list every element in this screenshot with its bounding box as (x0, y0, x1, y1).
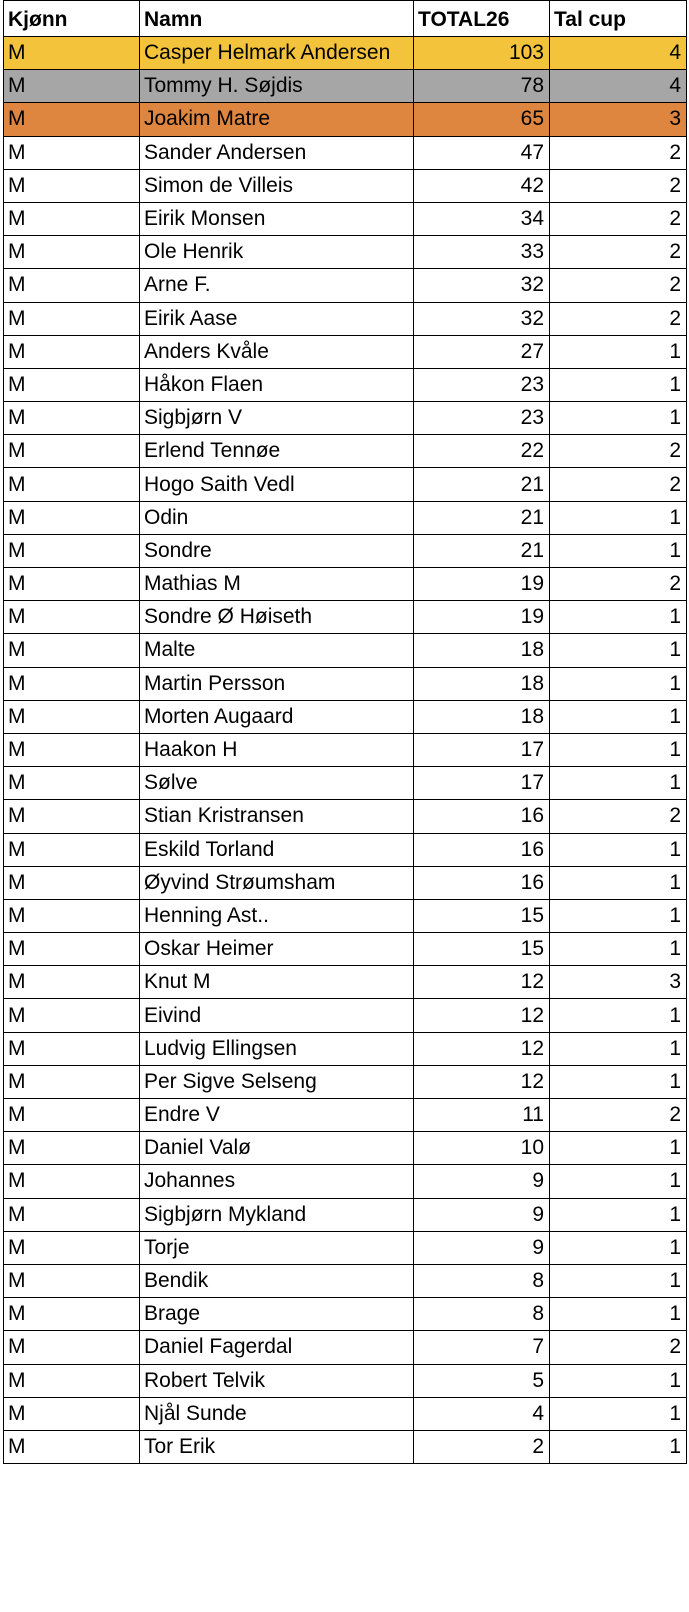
cell-total26[interactable]: 8 (414, 1298, 550, 1331)
cell-total26[interactable]: 12 (414, 1032, 550, 1065)
cell-total26[interactable]: 9 (414, 1165, 550, 1198)
cell-namn[interactable]: Arne F. (140, 269, 414, 302)
cell-kjonn[interactable]: M (4, 1231, 140, 1264)
table-row (4, 1165, 687, 1198)
cell-kjonn[interactable]: M (4, 302, 140, 335)
cell-kjonn[interactable]: M (4, 933, 140, 966)
cell-total26[interactable]: 19 (414, 568, 550, 601)
cell-kjonn[interactable]: M (4, 136, 140, 169)
table-row (4, 302, 687, 335)
table-row (4, 1331, 687, 1364)
cell-kjonn[interactable]: M (4, 169, 140, 202)
cell-tal-cup[interactable]: 1 (550, 1032, 687, 1065)
cell-total26[interactable]: 27 (414, 335, 550, 368)
cell-namn[interactable]: Sigbjørn V (140, 402, 414, 435)
cell-tal-cup[interactable]: 3 (550, 966, 687, 999)
cell-total26[interactable]: 21 (414, 534, 550, 567)
cell-namn[interactable]: Per Sigve Selseng (140, 1065, 414, 1098)
cell-total26[interactable]: 103 (414, 37, 550, 70)
cell-kjonn[interactable]: M (4, 1364, 140, 1397)
cell-kjonn[interactable]: M (4, 1032, 140, 1065)
cell-kjonn[interactable]: M (4, 236, 140, 269)
cell-kjonn[interactable]: M (4, 1099, 140, 1132)
cell-kjonn[interactable]: M (4, 1065, 140, 1098)
table-row (4, 1065, 687, 1098)
cell-total26[interactable]: 23 (414, 368, 550, 401)
cell-total26[interactable]: 42 (414, 169, 550, 202)
cell-kjonn[interactable]: M (4, 800, 140, 833)
cell-namn[interactable]: Ludvig Ellingsen (140, 1032, 414, 1065)
cell-tal-cup[interactable]: 1 (550, 767, 687, 800)
cell-total26[interactable]: 19 (414, 601, 550, 634)
cell-total26[interactable]: 18 (414, 700, 550, 733)
table-row (4, 534, 687, 567)
table-row (4, 767, 687, 800)
table-row (4, 1430, 687, 1463)
table-row (4, 933, 687, 966)
cell-tal-cup[interactable]: 1 (550, 402, 687, 435)
table-row (4, 435, 687, 468)
cell-total26[interactable]: 34 (414, 202, 550, 235)
cell-kjonn[interactable]: M (4, 1264, 140, 1297)
table-row (4, 37, 687, 70)
table-row (4, 1132, 687, 1165)
cell-kjonn[interactable]: M (4, 70, 140, 103)
cell-tal-cup[interactable]: 2 (550, 136, 687, 169)
cell-namn[interactable]: Sølve (140, 767, 414, 800)
cell-tal-cup[interactable]: 4 (550, 70, 687, 103)
table-row (4, 468, 687, 501)
table-row (4, 866, 687, 899)
cell-namn[interactable]: Johannes (140, 1165, 414, 1198)
cell-kjonn[interactable]: M (4, 1430, 140, 1463)
cell-namn[interactable]: Sondre Ø Høiseth (140, 601, 414, 634)
table-row (4, 899, 687, 932)
cell-total26[interactable]: 18 (414, 634, 550, 667)
cell-tal-cup[interactable]: 2 (550, 568, 687, 601)
cell-tal-cup[interactable]: 1 (550, 1430, 687, 1463)
table-row (4, 236, 687, 269)
cell-total26[interactable]: 21 (414, 501, 550, 534)
cell-namn[interactable]: Tommy H. Søjdis (140, 70, 414, 103)
cell-namn[interactable]: Endre V (140, 1099, 414, 1132)
cell-tal-cup[interactable]: 1 (550, 1198, 687, 1231)
table-row (4, 800, 687, 833)
cell-namn[interactable]: Anders Kvåle (140, 335, 414, 368)
cell-namn[interactable]: Daniel Valø (140, 1132, 414, 1165)
table-row (4, 568, 687, 601)
cell-kjonn[interactable]: M (4, 37, 140, 70)
cell-namn[interactable]: Simon de Villeis (140, 169, 414, 202)
cell-namn[interactable]: Robert Telvik (140, 1364, 414, 1397)
cell-namn[interactable]: Njål Sunde (140, 1397, 414, 1430)
cell-namn[interactable]: Erlend Tennøe (140, 435, 414, 468)
cell-total26[interactable]: 7 (414, 1331, 550, 1364)
cell-tal-cup[interactable]: 2 (550, 468, 687, 501)
cell-tal-cup[interactable]: 1 (550, 1132, 687, 1165)
cell-namn[interactable]: Sander Andersen (140, 136, 414, 169)
cell-total26[interactable]: 21 (414, 468, 550, 501)
cell-tal-cup[interactable]: 1 (550, 1264, 687, 1297)
cell-tal-cup[interactable]: 2 (550, 269, 687, 302)
cell-kjonn[interactable]: M (4, 269, 140, 302)
cell-tal-cup[interactable]: 3 (550, 103, 687, 136)
cell-tal-cup[interactable]: 1 (550, 1397, 687, 1430)
cell-namn[interactable]: Stian Kristransen (140, 800, 414, 833)
cell-tal-cup[interactable]: 1 (550, 1231, 687, 1264)
cell-kjonn[interactable]: M (4, 1198, 140, 1231)
cell-namn[interactable]: Odin (140, 501, 414, 534)
cell-tal-cup[interactable]: 1 (550, 634, 687, 667)
cell-kjonn[interactable]: M (4, 1132, 140, 1165)
cell-kjonn[interactable]: M (4, 103, 140, 136)
cell-namn[interactable]: Morten Augaard (140, 700, 414, 733)
table-row (4, 402, 687, 435)
table-row (4, 700, 687, 733)
cell-total26[interactable]: 16 (414, 833, 550, 866)
cell-kjonn[interactable]: M (4, 866, 140, 899)
cell-total26[interactable]: 8 (414, 1264, 550, 1297)
cell-tal-cup[interactable]: 2 (550, 435, 687, 468)
cell-total26[interactable]: 15 (414, 899, 550, 932)
table-row (4, 1231, 687, 1264)
cell-kjonn[interactable]: M (4, 1165, 140, 1198)
table-row (4, 1099, 687, 1132)
cell-kjonn[interactable]: M (4, 435, 140, 468)
cell-kjonn[interactable]: M (4, 501, 140, 534)
cell-tal-cup[interactable]: 2 (550, 302, 687, 335)
cell-kjonn[interactable]: M (4, 833, 140, 866)
table-row (4, 601, 687, 634)
cell-namn[interactable]: Mathias M (140, 568, 414, 601)
cell-total26[interactable]: 17 (414, 733, 550, 766)
cell-total26[interactable]: 16 (414, 866, 550, 899)
cell-total26[interactable]: 78 (414, 70, 550, 103)
table-row (4, 136, 687, 169)
cell-total26[interactable]: 12 (414, 999, 550, 1032)
cell-tal-cup[interactable]: 1 (550, 368, 687, 401)
cell-namn[interactable]: Øyvind Strøumsham (140, 866, 414, 899)
cell-kjonn[interactable]: M (4, 767, 140, 800)
header-kjonn[interactable]: Kjønn (4, 1, 140, 37)
cell-namn[interactable]: Oskar Heimer (140, 933, 414, 966)
table-row (4, 667, 687, 700)
table-row (4, 1198, 687, 1231)
table-row (4, 1264, 687, 1297)
cell-total26[interactable]: 47 (414, 136, 550, 169)
cell-namn[interactable]: Martin Persson (140, 667, 414, 700)
cell-namn[interactable]: Eirik Monsen (140, 202, 414, 235)
cell-kjonn[interactable]: M (4, 1331, 140, 1364)
cell-kjonn[interactable]: M (4, 402, 140, 435)
cell-tal-cup[interactable]: 1 (550, 733, 687, 766)
cell-namn[interactable]: Eivind (140, 999, 414, 1032)
cell-tal-cup[interactable]: 1 (550, 1065, 687, 1098)
cell-kjonn[interactable]: M (4, 999, 140, 1032)
cell-total26[interactable]: 16 (414, 800, 550, 833)
cell-tal-cup[interactable]: 2 (550, 1331, 687, 1364)
cell-tal-cup[interactable]: 4 (550, 37, 687, 70)
cell-tal-cup[interactable]: 2 (550, 1099, 687, 1132)
table-row (4, 202, 687, 235)
cell-kjonn[interactable]: M (4, 966, 140, 999)
cell-total26[interactable]: 15 (414, 933, 550, 966)
cell-tal-cup[interactable]: 1 (550, 335, 687, 368)
cell-namn[interactable]: Eskild Torland (140, 833, 414, 866)
table-row (4, 169, 687, 202)
cell-kjonn[interactable]: M (4, 634, 140, 667)
cell-namn[interactable]: Eirik Aase (140, 302, 414, 335)
cell-tal-cup[interactable]: 1 (550, 999, 687, 1032)
cell-kjonn[interactable]: M (4, 468, 140, 501)
cell-namn[interactable]: Daniel Fagerdal (140, 1331, 414, 1364)
cell-namn[interactable]: Knut M (140, 966, 414, 999)
header-row (4, 1, 687, 37)
cell-namn[interactable]: Brage (140, 1298, 414, 1331)
cell-total26[interactable]: 22 (414, 435, 550, 468)
table-row (4, 103, 687, 136)
cell-tal-cup[interactable]: 2 (550, 800, 687, 833)
cell-tal-cup[interactable]: 2 (550, 169, 687, 202)
cell-total26[interactable]: 5 (414, 1364, 550, 1397)
cell-total26[interactable]: 12 (414, 1065, 550, 1098)
cell-total26[interactable]: 33 (414, 236, 550, 269)
header-tal-cup[interactable]: Tal cup (550, 1, 687, 37)
cell-total26[interactable]: 9 (414, 1231, 550, 1264)
cell-kjonn[interactable]: M (4, 368, 140, 401)
cell-namn[interactable]: Sigbjørn Mykland (140, 1198, 414, 1231)
cell-total26[interactable]: 23 (414, 402, 550, 435)
cell-kjonn[interactable]: M (4, 534, 140, 567)
table-row (4, 634, 687, 667)
cell-tal-cup[interactable]: 1 (550, 1364, 687, 1397)
cell-total26[interactable]: 12 (414, 966, 550, 999)
table-row (4, 70, 687, 103)
cell-namn[interactable]: Tor Erik (140, 1430, 414, 1463)
cell-kjonn[interactable]: M (4, 899, 140, 932)
cell-tal-cup[interactable]: 2 (550, 202, 687, 235)
cell-kjonn[interactable]: M (4, 667, 140, 700)
cell-tal-cup[interactable]: 2 (550, 236, 687, 269)
cell-kjonn[interactable]: M (4, 335, 140, 368)
header-total26[interactable]: TOTAL26 (414, 1, 550, 37)
table-row (4, 269, 687, 302)
cell-kjonn[interactable]: M (4, 202, 140, 235)
table-body (4, 37, 687, 1464)
table-row (4, 1298, 687, 1331)
table-row (4, 368, 687, 401)
cell-kjonn[interactable]: M (4, 568, 140, 601)
cell-kjonn[interactable]: M (4, 601, 140, 634)
cell-total26[interactable]: 9 (414, 1198, 550, 1231)
cell-kjonn[interactable]: M (4, 1397, 140, 1430)
cell-tal-cup[interactable]: 1 (550, 833, 687, 866)
cell-tal-cup[interactable]: 1 (550, 534, 687, 567)
table-row (4, 1397, 687, 1430)
cell-tal-cup[interactable]: 1 (550, 1165, 687, 1198)
table-row (4, 733, 687, 766)
cell-total26[interactable]: 32 (414, 269, 550, 302)
cell-namn[interactable]: Malte (140, 634, 414, 667)
table-row (4, 1364, 687, 1397)
cell-kjonn[interactable]: M (4, 700, 140, 733)
table-row (4, 335, 687, 368)
table-row (4, 966, 687, 999)
cell-total26[interactable]: 10 (414, 1132, 550, 1165)
cell-tal-cup[interactable]: 1 (550, 933, 687, 966)
table-row (4, 833, 687, 866)
table-row (4, 1032, 687, 1065)
cell-total26[interactable]: 17 (414, 767, 550, 800)
cell-namn[interactable]: Haakon H (140, 733, 414, 766)
cell-total26[interactable]: 11 (414, 1099, 550, 1132)
cell-tal-cup[interactable]: 1 (550, 501, 687, 534)
cell-total26[interactable]: 4 (414, 1397, 550, 1430)
table-row (4, 501, 687, 534)
cell-tal-cup[interactable]: 1 (550, 601, 687, 634)
cell-namn[interactable]: Sondre (140, 534, 414, 567)
cell-total26[interactable]: 18 (414, 667, 550, 700)
cell-namn[interactable]: Bendik (140, 1264, 414, 1297)
cell-namn[interactable]: Casper Helmark Andersen (140, 37, 414, 70)
cell-namn[interactable]: Henning Ast.. (140, 899, 414, 932)
cell-kjonn[interactable]: M (4, 733, 140, 766)
cell-namn[interactable]: Håkon Flaen (140, 368, 414, 401)
cell-namn[interactable]: Torje (140, 1231, 414, 1264)
cell-namn[interactable]: Ole Henrik (140, 236, 414, 269)
cell-total26[interactable]: 65 (414, 103, 550, 136)
cell-total26[interactable]: 32 (414, 302, 550, 335)
cell-tal-cup[interactable]: 1 (550, 866, 687, 899)
results-table (3, 0, 687, 1464)
cell-total26[interactable]: 2 (414, 1430, 550, 1463)
cell-tal-cup[interactable]: 1 (550, 899, 687, 932)
table-row (4, 999, 687, 1032)
cell-kjonn[interactable]: M (4, 1298, 140, 1331)
header-namn[interactable]: Namn (140, 1, 414, 37)
cell-namn[interactable]: Joakim Matre (140, 103, 414, 136)
cell-tal-cup[interactable]: 1 (550, 667, 687, 700)
cell-namn[interactable]: Hogo Saith Vedl (140, 468, 414, 501)
cell-tal-cup[interactable]: 1 (550, 700, 687, 733)
cell-tal-cup[interactable]: 1 (550, 1298, 687, 1331)
